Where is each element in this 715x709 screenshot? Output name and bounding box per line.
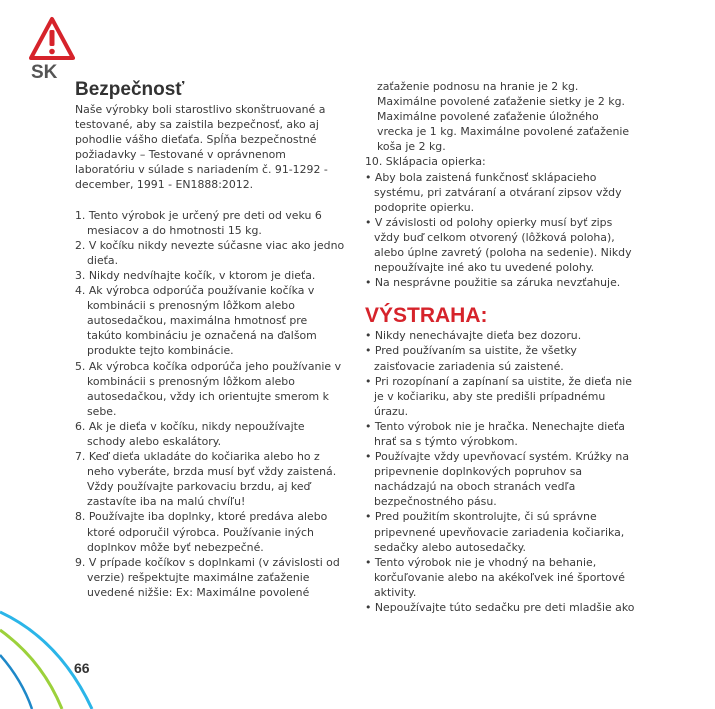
list-item: 9. V prípade kočíkov s doplnkami (v závislosti od verzie) rešpektujte maximálne zaťaženie uvedené nižšie: Ex: Maximálne povolené xyxy=(75,555,340,599)
bullet-item: • Pred použitím skontrolujte, či sú správne pripevnené upevňovacie zariadenia kočiarika, sedačky alebo autosedačky. xyxy=(365,509,637,554)
list-item: 2. V kočíku nikdy nevezte súčasne viac ako jedno dieťa. xyxy=(75,238,345,267)
intro-paragraph: Naše výrobky boli starostlivo skonštruované a testované, aby sa zaistila bezpečnosť, ako aj pohodlie vášho dieťaťa. Spĺňa bezpečnostné požiadavky – Testované v oprávnenom laboratóriu v súlade s nariadením č. 91-1292 - december, 1991 - EN1888:2012. xyxy=(75,103,328,192)
section-title: Bezpečnosť xyxy=(75,79,185,100)
left-column xyxy=(75,79,345,600)
bullet-item: • V závislosti od polohy opierky musí byť zips vždy buď celkom otvorený (lôžková poloha), alebo úplne zavretý (poloha na sedenie). Nikdy nepoužívajte iné ako tu uvedené polohy. xyxy=(365,215,637,275)
backrest-bullets xyxy=(365,170,637,291)
warning-title: VÝSTRAHA: xyxy=(365,304,488,328)
wave-line-green xyxy=(0,630,62,709)
warning-bullets xyxy=(365,328,637,615)
list-item: 7. Keď dieťa ukladáte do kočiarika alebo ho z neho vyberáte, brzda musí byť vždy zaistená. Vždy používajte parkovaciu brzdu, aj keď zastavíte iba na malú chvíľu! xyxy=(75,450,337,509)
bullet-item: • Pred používaním sa uistite, že všetky zaisťovacie zariadenia sú zaistené. xyxy=(365,343,637,373)
bullet-item: • Pri rozopínaní a zapínaní sa uistite, že dieťa nie je v kočiariku, aby ste predišli prípadnému úrazu. xyxy=(365,374,637,419)
page-number: 66 xyxy=(74,660,90,676)
right-column xyxy=(365,79,637,615)
warning-triangle-icon xyxy=(29,16,75,62)
bullet-item: • Tento výrobok nie je hračka. Nenechajte dieťa hrať sa s týmto výrobkom. xyxy=(365,419,637,449)
list-item: 3. Nikdy nedvíhajte kočík, v ktorom je dieťa. xyxy=(75,268,316,282)
list-item: 5. Ak výrobca kočíka odporúča jeho používanie v kombinácii s prenosným lôžkom alebo autosedačkou, vždy ich orientujte smerom k sebe. xyxy=(75,359,342,418)
bullet-item: • Na nesprávne použitie sa záruka nevzťahuje. xyxy=(365,275,637,290)
bullet-item: • Používajte vždy upevňovací systém. Krúžky na pripevnenie doplnkových popruhov sa nachádzajú na oboch stranách vedľa bezpečnostného pásu. xyxy=(365,449,637,509)
safety-list xyxy=(75,208,345,600)
list-item: 1. Tento výrobok je určený pre deti od veku 6 mesiacov a do hmotnosti 15 kg. xyxy=(75,208,322,237)
bullet-item: • Nepoužívajte túto sedačku pre deti mladšie ako xyxy=(365,600,637,615)
list-item: 4. Ak výrobca odporúča používanie kočíka v kombinácii s prenosným lôžkom alebo autosedačkou, maximálna hmotnosť pre takúto kombináciu je označená na ďalšom produkte tejto kombinácie. xyxy=(75,284,317,358)
language-code: SK xyxy=(31,62,58,83)
list-item: 8. Používajte iba doplnky, ktoré predáva alebo ktoré odporučil výrobca. Používanie iných doplnkov môže byť nebezpečné. xyxy=(75,510,328,554)
bullet-item: • Aby bola zaistená funkčnosť sklápacieho systému, pri zatváraní a otváraní zipsov vždy podoprite opierku. xyxy=(365,170,637,215)
bullet-item: • Tento výrobok nie je vhodný na behanie, korčuľovanie alebo na akékoľvek iné športové aktivity. xyxy=(365,555,637,600)
list-item: 6. Ak je dieťa v kočíku, nikdy nepoužívajte schody alebo eskalátory. xyxy=(75,419,305,448)
list-item-10: 10. Sklápacia opierka: xyxy=(365,155,486,169)
wave-line-darkblue xyxy=(0,655,32,709)
bullet-item: • Nikdy nenechávajte dieťa bez dozoru. xyxy=(365,328,637,343)
continued-item-9: zaťaženie podnosu na hranie je 2 kg. Maximálne povolené zaťaženie sietky je 2 kg. Maximálne povolené zaťaženie úložného vrecka je 1 kg. Maximálne povolené zaťaženie koša je 2 kg. xyxy=(377,80,630,154)
